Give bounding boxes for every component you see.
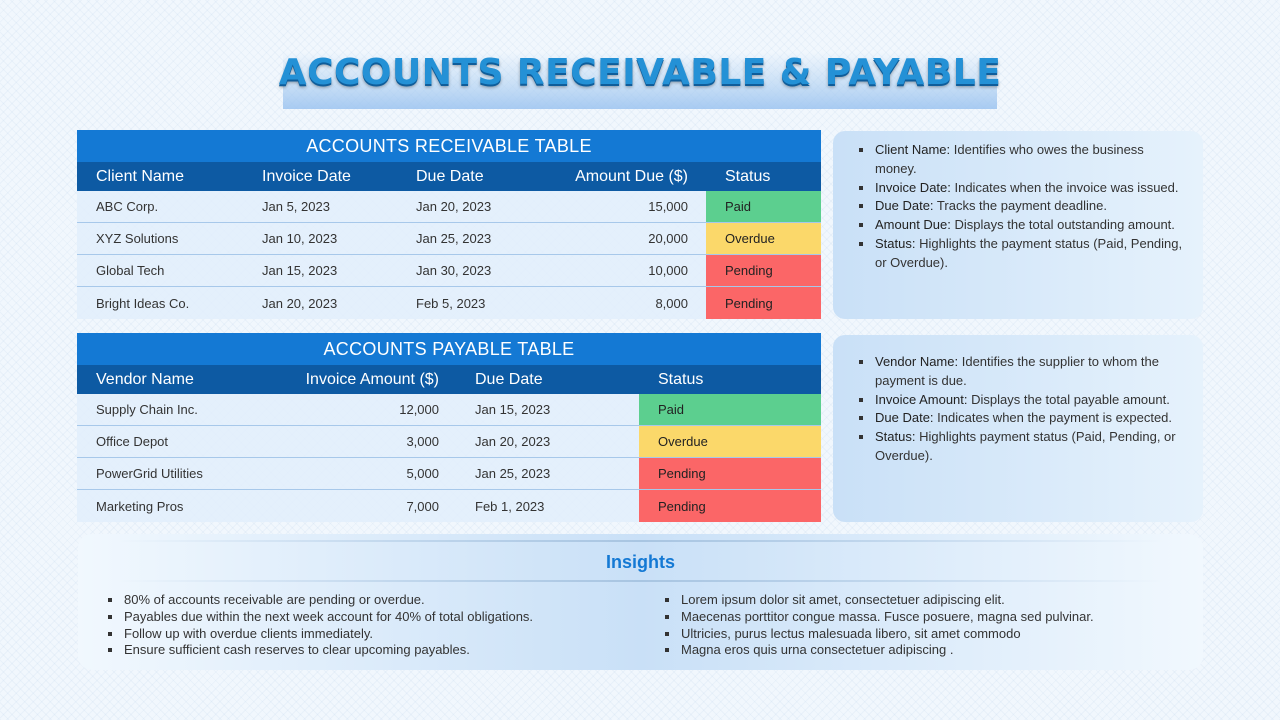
note-item xyxy=(857,353,1183,391)
insight-item: Payables due within the next week account for 40% of total obligations. xyxy=(106,609,533,626)
invoice-amount-cell: 5,000 xyxy=(406,466,439,481)
payable-table-header xyxy=(77,365,821,394)
receivable-notes-box xyxy=(833,131,1203,319)
column-header-amount-due: Amount Due ($) xyxy=(575,167,688,185)
receivable-notes-list xyxy=(857,141,1183,273)
client-name-cell: Bright Ideas Co. xyxy=(96,295,190,311)
column-header-invoice-amount: Invoice Amount ($) xyxy=(305,370,439,388)
column-header-vendor-name: Vendor Name xyxy=(96,370,194,388)
invoice-amount-cell: 3,000 xyxy=(406,434,439,449)
status-badge: Pending xyxy=(639,458,821,489)
insight-item: 80% of accounts receivable are pending or overdue. xyxy=(106,592,533,609)
table-row xyxy=(77,394,821,426)
note-text: Highlights the payment status (Paid, Pending, or Overdue). xyxy=(875,235,1183,270)
note-term: Invoice Date: xyxy=(875,179,951,195)
due-date-cell: Jan 25, 2023 xyxy=(475,466,551,481)
note-term: Vendor Name: xyxy=(875,354,959,369)
vendor-name-cell: Marketing Pros xyxy=(96,498,184,514)
vendor-name-cell: Office Depot xyxy=(96,434,169,449)
note-text: Indicates when the invoice was issued. xyxy=(950,179,1179,195)
vendor-name-cell: PowerGrid Utilities xyxy=(96,466,203,481)
receivable-table-header xyxy=(77,162,821,191)
column-header-invoice-date: Invoice Date xyxy=(262,167,351,185)
insights-panel xyxy=(78,534,1203,670)
receivable-table-caption: ACCOUNTS RECEIVABLE TABLE xyxy=(77,130,821,162)
table-row xyxy=(77,191,821,223)
vendor-name-cell: Supply Chain Inc. xyxy=(96,402,198,417)
note-item xyxy=(857,197,1183,216)
due-date-cell: Jan 20, 2023 xyxy=(416,199,492,214)
column-header-due-date: Due Date xyxy=(416,167,484,185)
note-item xyxy=(857,235,1183,273)
insight-item: Follow up with overdue clients immediately. xyxy=(106,626,533,643)
invoice-amount-cell: 12,000 xyxy=(399,402,439,417)
insights-bottom-divider xyxy=(116,580,1165,582)
column-header-due-date: Due Date xyxy=(475,370,543,388)
client-name-cell: ABC Corp. xyxy=(96,199,159,214)
receivable-table-body xyxy=(77,191,821,319)
note-item xyxy=(857,179,1183,198)
note-text: Identifies the supplier to whom the payment is due. xyxy=(875,354,1159,388)
note-term: Due Date: xyxy=(875,198,934,214)
insights-left-list xyxy=(106,592,533,659)
receivable-table xyxy=(77,130,821,319)
invoice-date-cell: Jan 15, 2023 xyxy=(262,263,338,278)
insight-item: Ensure sufficient cash reserves to clear upcoming payables. xyxy=(106,642,533,659)
amount-due-cell: 10,000 xyxy=(648,263,688,278)
note-text: Tracks the payment deadline. xyxy=(933,198,1107,214)
client-name-cell: Global Tech xyxy=(96,263,165,278)
due-date-cell: Feb 5, 2023 xyxy=(416,295,486,311)
note-text: Displays the total outstanding amount. xyxy=(950,217,1175,233)
note-term: Amount Due: xyxy=(875,217,951,233)
due-date-cell: Feb 1, 2023 xyxy=(475,498,545,514)
insight-item: Maecenas porttitor congue massa. Fusce posuere, magna sed pulvinar. xyxy=(663,609,1094,626)
note-item xyxy=(857,216,1183,235)
status-badge: Overdue xyxy=(639,426,821,457)
note-text: Highlights payment status (Paid, Pending, or Overdue). xyxy=(875,429,1176,463)
payable-notes-box xyxy=(833,335,1203,522)
table-row xyxy=(77,287,821,319)
note-term: Client Name: xyxy=(875,142,951,157)
due-date-cell: Jan 20, 2023 xyxy=(475,434,551,449)
note-term: Status: xyxy=(875,429,916,445)
invoice-date-cell: Jan 5, 2023 xyxy=(262,199,330,214)
insight-item: Magna eros quis urna consectetuer adipiscing . xyxy=(663,642,1094,659)
column-header-client-name: Client Name xyxy=(96,167,185,185)
table-row xyxy=(77,426,821,458)
invoice-date-cell: Jan 10, 2023 xyxy=(262,231,338,246)
note-text: Displays the total payable amount. xyxy=(967,391,1170,407)
note-item xyxy=(857,141,1183,179)
note-text: Indicates when the payment is expected. xyxy=(933,410,1173,426)
invoice-date-cell: Jan 20, 2023 xyxy=(262,295,338,311)
page-title: ACCOUNTS RECEIVABLE & PAYABLE xyxy=(278,52,1002,93)
due-date-cell: Jan 25, 2023 xyxy=(416,231,492,246)
status-badge: Overdue xyxy=(706,223,821,254)
payable-table-caption: ACCOUNTS PAYABLE TABLE xyxy=(77,333,821,365)
note-item xyxy=(857,391,1183,410)
note-term: Due Date: xyxy=(875,410,934,426)
column-header-status: Status xyxy=(725,167,771,185)
status-badge: Pending xyxy=(706,287,821,319)
insight-item: Lorem ipsum dolor sit amet, consectetuer adipiscing elit. xyxy=(663,592,1094,609)
insight-item: Ultricies, purus lectus malesuada libero, sit amet commodo xyxy=(663,626,1094,643)
payable-table-body xyxy=(77,394,821,522)
status-badge: Pending xyxy=(706,255,821,286)
payable-table xyxy=(77,333,821,522)
amount-due-cell: 20,000 xyxy=(648,231,688,246)
note-item xyxy=(857,428,1183,466)
client-name-cell: XYZ Solutions xyxy=(96,231,179,246)
status-badge: Paid xyxy=(706,191,821,222)
amount-due-cell: 8,000 xyxy=(655,295,688,311)
table-row xyxy=(77,223,821,255)
insights-top-divider xyxy=(116,540,1165,542)
table-row xyxy=(77,255,821,287)
due-date-cell: Jan 30, 2023 xyxy=(416,263,492,278)
status-badge: Pending xyxy=(639,490,821,522)
note-term: Status: xyxy=(875,235,916,251)
note-text: Identifies who owes the business money. xyxy=(875,142,1144,176)
payable-notes-list xyxy=(857,353,1183,466)
note-term: Invoice Amount: xyxy=(875,391,968,407)
status-badge: Paid xyxy=(639,394,821,425)
insights-title: Insights xyxy=(605,552,675,572)
table-row xyxy=(77,490,821,522)
invoice-amount-cell: 7,000 xyxy=(406,498,439,514)
amount-due-cell: 15,000 xyxy=(648,199,688,214)
table-row xyxy=(77,458,821,490)
due-date-cell: Jan 15, 2023 xyxy=(475,402,551,417)
note-item xyxy=(857,409,1183,428)
insights-right-list xyxy=(663,592,1094,659)
column-header-status: Status xyxy=(658,370,704,388)
title-banner xyxy=(278,52,1002,109)
